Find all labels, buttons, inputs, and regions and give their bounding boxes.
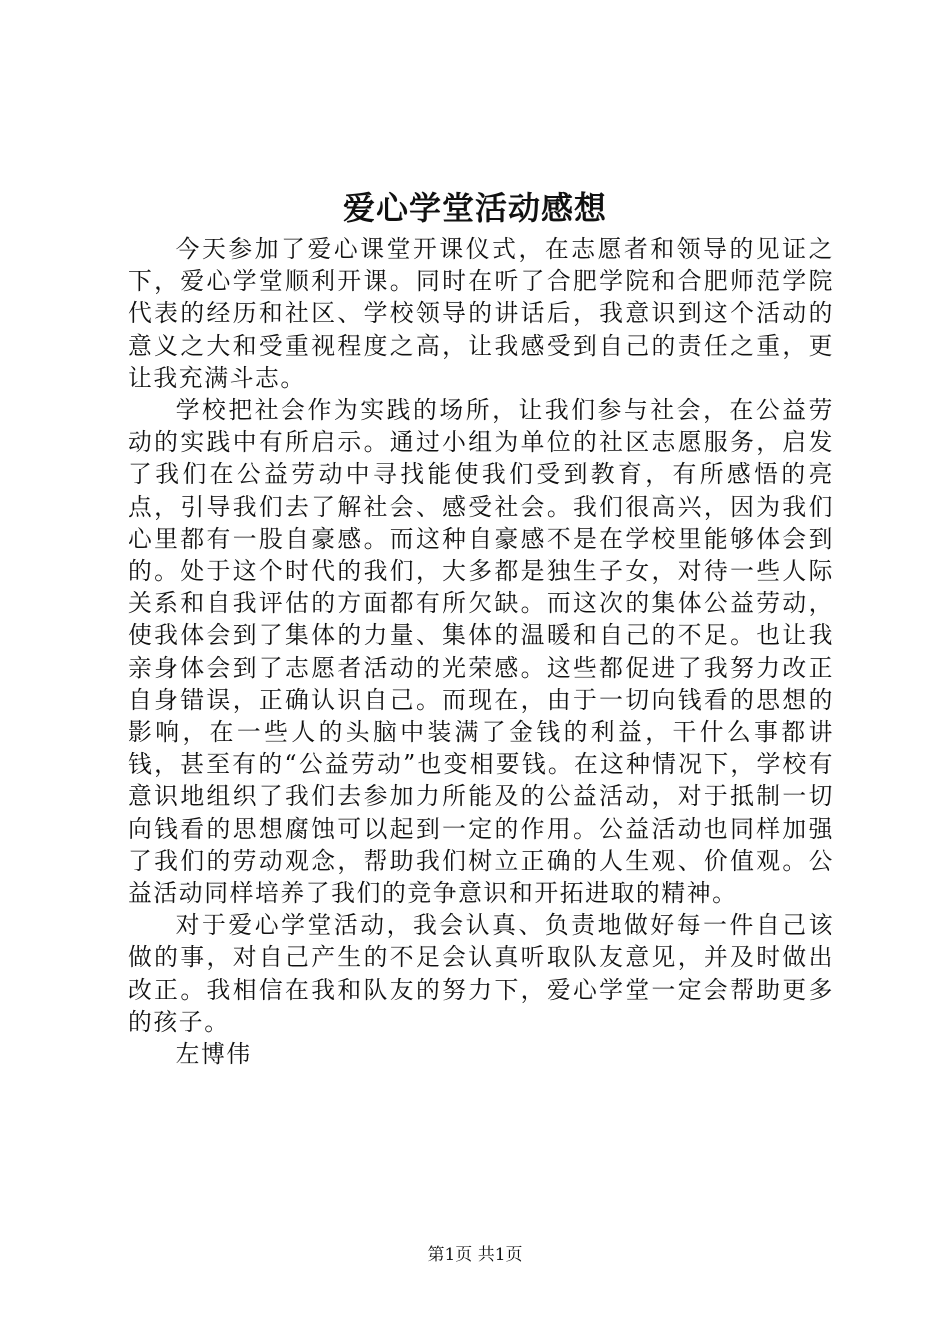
paragraph: 今天参加了爱心课堂开课仪式，在志愿者和领导的见证之下，爱心学堂顺利开课。同时在听了合肥学院和合肥师范学院代表的经历和社区、学校领导的讲话后，我意识到这个活动的意义之大和受重视程度之高，让我感受到自己的责任之重，更让我充满斗志。 [128, 235, 834, 392]
document-body [128, 233, 834, 1070]
paragraph: 学校把社会作为实践的场所，让我们参与社会，在公益劳动的实践中有所启示。通过小组为单位的社区志愿服务，启发了我们在公益劳动中寻找能使我们受到教育，有所感悟的亮点，引导我们去了解社会、感受社会。我们很高兴，因为我们心里都有一股自豪感。而这种自豪感不是在学校里能够体会到的。处于这个时代的我们，大多都是独生子女，对待一些人际关系和自我评估的方面都有所欠缺。而这次的集体公益劳动，使我体会到了集体的力量、集体的温暖和自己的不足。也让我亲身体会到了志愿者活动的光荣感。这些都促进了我努力改正自身错误，正确认识自己。而现在，由于一切向钱看的思想的影响，在一些人的头脑中装满了金钱的利益，干什么事都讲钱，甚至有的“公益劳动”也变相要钱。在这种情况下，学校有意识地组织了我们去参加力所能及的公益活动，对于抵制一切向钱看的思想腐蚀可以起到一定的作用。公益活动也同样加强了我们的劳动观念，帮助我们树立正确的人生观、价值观。公益活动同样培养了我们的竞争意识和开拓进取的精神。 [128, 396, 834, 908]
paragraph: 对于爱心学堂活动，我会认真、负责地做好每一件自己该做的事，对自己产生的不足会认真听取队友意见，并及时做出改正。我相信在我和队友的努力下，爱心学堂一定会帮助更多的孩子。 [128, 911, 834, 1036]
document-title: 爱心学堂活动感想 [342, 189, 607, 227]
signature: 左博伟 [175, 1040, 252, 1069]
page-number-footer: 第1页 共1页 [427, 1245, 523, 1265]
